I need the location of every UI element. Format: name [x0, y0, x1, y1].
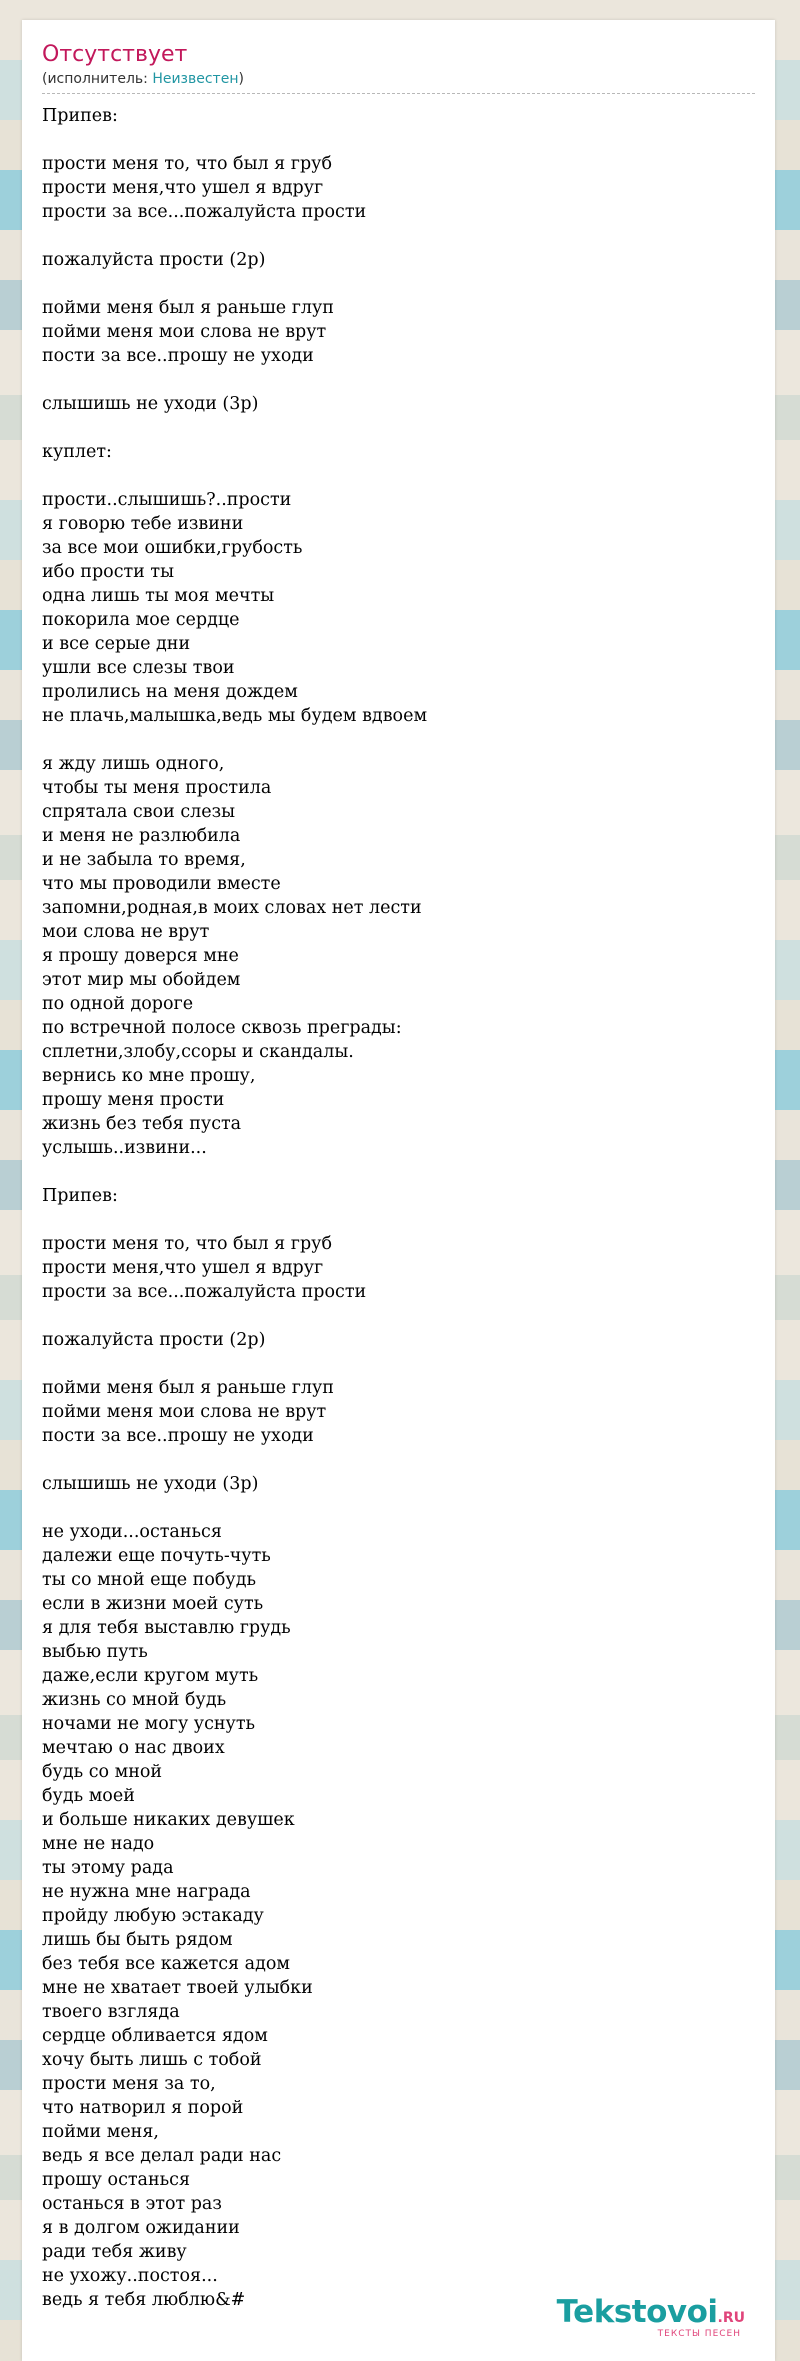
site-logo[interactable]	[556, 2294, 745, 2339]
artist-prefix: (исполнитель:	[42, 71, 153, 88]
artist-line	[42, 70, 755, 88]
lyrics-text: Припев: прости меня то, что был я груб прости меня,что ушел я вдруг прости за все...пожалуйста прости пожалуйста прости (2р) пойми меня был я раньше глуп пойми меня мои слова не врут пости за все..прошу не уходи слышишь не уходи (3р) куплет: прости..слышишь?..прости я говорю тебе извини за все мои ошибки,грубость ибо прости ты одна лишь ты моя мечты покорила мое сердце и все серые дни ушли все слезы твои пролились на меня дождем не плачь,малышка,ведь мы будем вдвоем я жду лишь одного, чтобы ты меня простила спрятала свои слезы и меня не разлюбила и не забыла то время, что мы проводили вместе запомни,родная,в моих словах нет лести мои слова не врут я прошу доверся мне этот мир мы обойдем по одной дороге по встречной полосе сквозь преграды: сплетни,злобу,ссоры и скандалы. вернись ко мне прошу, прошу меня прости жизнь без тебя пуста услышь..извини... Припев: прости меня то, что был я груб прости меня,что ушел я вдруг прости за все...пожалуйста прости пожалуйста прости (2р) пойми меня был я раньше глуп пойми меня мои слова не врут пости за все..прошу не уходи слышишь не уходи (3р) не уходи...останься далежи еще почуть-чуть ты со мной еще побудь если в жизни моей суть я для тебя выставлю грудь выбью путь даже,если кругом муть жизнь со мной будь ночами не могу уснуть мечтаю о нас двоих будь со мной будь моей и больше никаких девушек мне не надо ты этому рада не нужна мне награда пройду любую эстакаду лишь бы быть рядом без тебя все кажется адом мне не хватает твоей улыбки твоего взгляда сердце обливается ядом хочу быть лишь с тобой прости меня за то, что натворил я порой пойми меня, ведь я все делал ради нас прошу останься останься в этот раз я в долгом ожидании ради тебя живу не ухожу..постоя... ведь я тебя люблю&#	[42, 105, 428, 2310]
lyrics-page	[22, 20, 775, 2361]
header-divider	[42, 93, 755, 94]
song-title: Отсутствует	[42, 42, 188, 67]
logo-domain: .RU	[717, 2310, 745, 2326]
artist-link[interactable]: Неизвестен	[152, 71, 239, 88]
artist-suffix: )	[238, 71, 244, 88]
logo-tagline: ТЕКСТЫ ПЕСЕН	[657, 2329, 741, 2339]
logo-wordmark: Tekstovoi	[556, 2294, 718, 2330]
song-header	[22, 20, 775, 89]
